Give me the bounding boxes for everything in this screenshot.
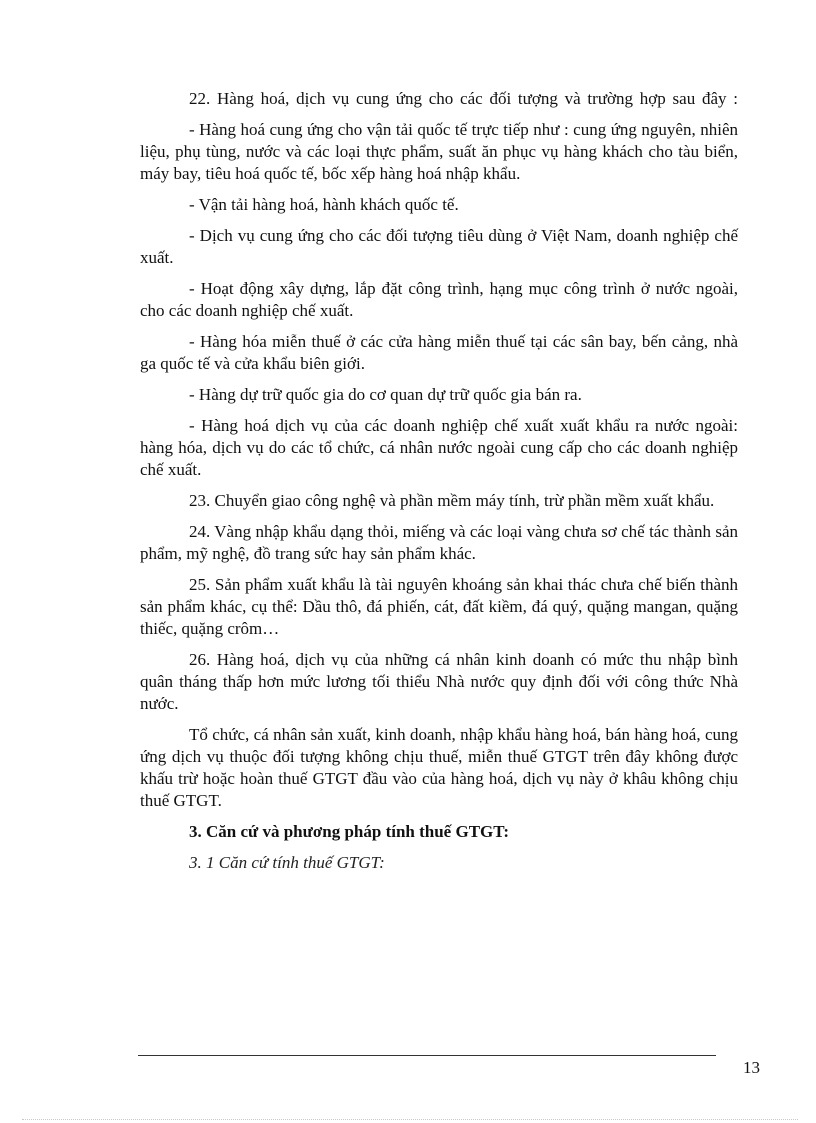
paragraph-services-consumers-vietnam: - Dịch vụ cung ứng cho các đối tượng tiêu dùng ở Việt Nam, doanh nghiệp chế xuất. [140,226,738,267]
paragraph-international-transport: - Vận tải hàng hoá, hành khách quốc tế. [189,195,459,214]
paragraph-item-25: 25. Sản phẩm xuất khẩu là tài nguyên khoáng sản khai thác chưa chế biến thành sản phẩm khác, cụ thể: Dầu thô, đá phiến, cát, đất kiềm, đá quý, quặng mangan, quặng thiếc, quặng crôm… [140,575,738,638]
paragraph-item-23: 23. Chuyển giao công nghệ và phần mềm máy tính, trừ phần mềm xuất khẩu. [189,491,715,510]
paragraph-export-processing-enterprises: - Hàng hoá dịch vụ của các doanh nghiệp chế xuất xuất khẩu ra nước ngoài: hàng hóa, dịch vụ do các tổ chức, cá nhân nước ngoài cung cấp cho các doanh nghiệp chế xuất. [140,416,738,479]
paragraph-duty-free-goods: - Hàng hóa miễn thuế ở các cửa hàng miễn thuế tại các sân bay, bến cảng, nhà ga quốc tế và cửa khẩu biên giới. [140,332,738,373]
paragraph-construction-abroad: - Hoạt động xây dựng, lắp đặt công trình, hạng mục công trình ở nước ngoài, cho các doanh nghiệp chế xuất. [140,279,738,320]
page-body [140,88,738,874]
paragraph-international-transport-supply: - Hàng hoá cung ứng cho vận tải quốc tế trực tiếp như : cung ứng nguyên, nhiên liệu, phụ tùng, nước và các loại thực phẩm, suất ăn phục vụ hàng khách cho tàu biển, máy bay, tiêu hoá quốc tế, bốc xếp hàng hoá nhập khẩu. [140,120,738,183]
page-bottom-dotted-border [22,1119,798,1120]
subsection-heading: 3. 1 Căn cứ tính thuế GTGT: [189,853,385,872]
paragraph-item-22: 22. Hàng hoá, dịch vụ cung ứng cho các đối tượng và trường hợp sau đây : [189,89,738,108]
paragraph-item-26: 26. Hàng hoá, dịch vụ của những cá nhân kinh doanh có mức thu nhập bình quân tháng thấp hơn mức lương tối thiểu Nhà nước quy định đối với công thức Nhà nước. [140,650,738,713]
paragraph-national-reserve-goods: - Hàng dự trữ quốc gia do cơ quan dự trữ quốc gia bán ra. [189,385,582,404]
paragraph-item-24: 24. Vàng nhập khẩu dạng thỏi, miếng và các loại vàng chưa sơ chế tác thành sản phẩm, mỹ nghệ, đồ trang sức hay sản phẩm khác. [140,522,738,563]
footer-divider [138,1055,716,1056]
page-number: 13 [743,1058,760,1077]
section-heading: 3. Căn cứ và phương pháp tính thuế GTGT: [189,822,510,841]
paragraph-non-deductible-note: Tổ chức, cá nhân sản xuất, kinh doanh, nhập khẩu hàng hoá, bán hàng hoá, cung ứng dịch vụ thuộc đối tượng không chịu thuế, miễn thuế GTGT trên đây không được khấu trừ hoặc hoàn thuế GTGT đầu vào của hàng hoá, dịch vụ này ở khâu không chịu thuế GTGT. [140,725,738,810]
